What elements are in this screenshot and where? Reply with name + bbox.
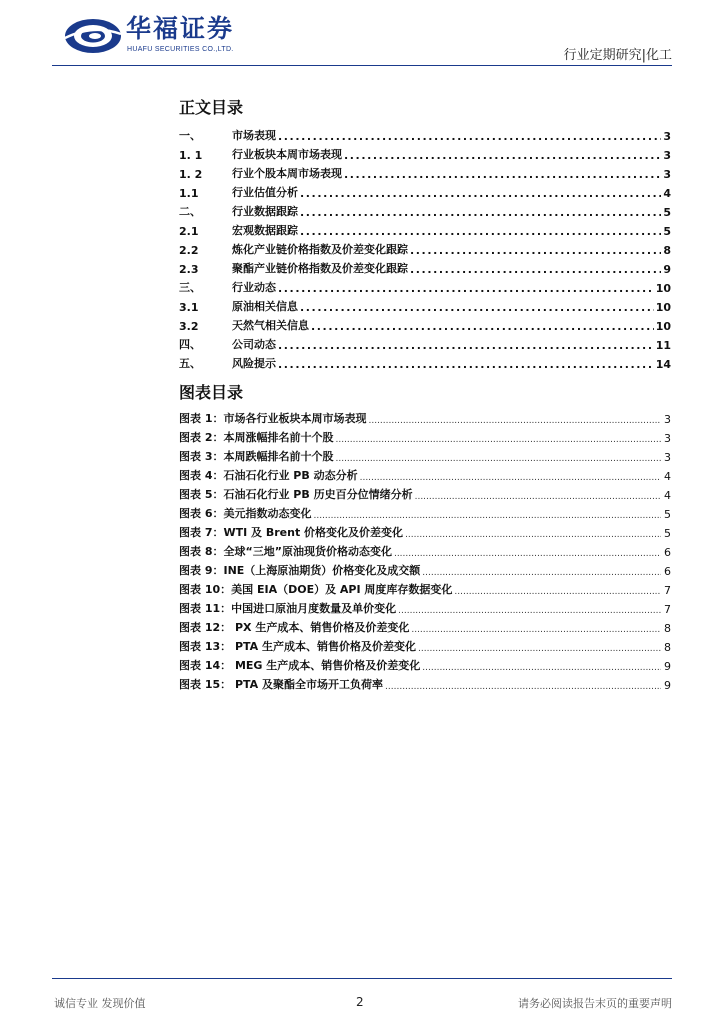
figure-list-item[interactable] — [179, 675, 671, 692]
footer-slogan: 诚信专业 发现价值 — [54, 997, 146, 1010]
figure-list-item[interactable] — [179, 523, 671, 540]
figure-list-item[interactable] — [179, 504, 671, 521]
toc-item[interactable] — [179, 278, 671, 295]
figure-item-title: 图表 15： PTA 及聚酯全市场开工负荷率 — [179, 678, 384, 691]
dot-leader — [278, 358, 654, 371]
figure-item-title: 图表 11：中国进口原油月度数量及单价变化 — [179, 602, 397, 615]
page-number: 2 — [356, 995, 364, 1009]
toc-item-page: 8 — [663, 244, 671, 257]
figure-item-title: 图表 3：本周跌幅排名前十个股 — [179, 450, 334, 463]
dot-leader — [335, 454, 661, 464]
figure-item-title: 图表 2：本周涨幅排名前十个股 — [179, 431, 334, 444]
figure-item-page: 7 — [664, 584, 671, 597]
toc-item-number: 一、 — [179, 129, 201, 142]
toc-item[interactable] — [179, 259, 671, 276]
figure-item-title: 图表 13： PTA 生产成本、销售价格及价差变化 — [179, 640, 417, 653]
figure-item-page: 4 — [664, 470, 671, 483]
dot-leader — [411, 625, 661, 635]
figure-list-item[interactable] — [179, 599, 671, 616]
figure-item-title: 图表 6：美元指数动态变化 — [179, 507, 312, 520]
figure-list-item[interactable] — [179, 542, 671, 559]
toc-item-page: 11 — [655, 339, 671, 352]
figure-item-title: 图表 12： PX 生产成本、销售价格及价差变化 — [179, 621, 410, 634]
toc-item-title: 市场表现 — [232, 129, 276, 142]
figure-list-item[interactable] — [179, 656, 671, 673]
toc-item-number: 1. 2 — [179, 168, 203, 181]
dot-leader — [300, 187, 661, 200]
huafu-logo-icon — [63, 16, 123, 56]
dot-leader — [313, 511, 661, 521]
dot-leader — [368, 416, 661, 426]
dot-leader — [410, 244, 661, 257]
toc-item-page: 10 — [655, 282, 671, 295]
toc-item-title: 宏观数据跟踪 — [232, 224, 298, 237]
dot-leader — [385, 682, 661, 692]
toc-item-page: 3 — [663, 168, 671, 181]
figure-list-heading: 图表目录 — [179, 383, 244, 402]
toc-item[interactable] — [179, 183, 671, 200]
figure-item-title: 图表 1：市场各行业板块本周市场表现 — [179, 412, 367, 425]
toc-item-page: 5 — [663, 225, 671, 238]
figure-item-page: 5 — [664, 508, 671, 521]
figure-item-page: 3 — [664, 451, 671, 464]
figure-list-item[interactable] — [179, 466, 671, 483]
toc-item-title: 公司动态 — [232, 338, 276, 351]
dot-leader — [454, 587, 661, 597]
toc-item-number: 2.3 — [179, 263, 199, 276]
toc-item-number: 三、 — [179, 281, 201, 294]
figure-list-item[interactable] — [179, 428, 671, 445]
figure-item-page: 3 — [664, 413, 671, 426]
page-header — [0, 0, 724, 70]
dot-leader — [311, 320, 654, 333]
dot-leader — [394, 549, 661, 559]
toc-item-number: 1.1 — [179, 187, 199, 200]
figure-item-page: 9 — [664, 679, 671, 692]
toc-item[interactable] — [179, 335, 671, 352]
dot-leader — [344, 149, 661, 162]
toc-item-number: 二、 — [179, 205, 201, 218]
figure-item-page: 5 — [664, 527, 671, 540]
dot-leader — [278, 130, 661, 143]
figure-list-item[interactable] — [179, 485, 671, 502]
dot-leader — [422, 568, 661, 578]
figure-item-title: 图表 4：石油石化行业 PB 动态分析 — [179, 469, 358, 482]
toc-item[interactable] — [179, 145, 671, 162]
dot-leader — [278, 339, 654, 352]
toc-item-page: 10 — [655, 320, 671, 333]
figure-item-page: 8 — [664, 641, 671, 654]
toc-heading: 正文目录 — [179, 98, 244, 117]
figure-item-page: 7 — [664, 603, 671, 616]
toc-item-number: 2.2 — [179, 244, 199, 257]
toc-item-number: 1. 1 — [179, 149, 203, 162]
toc-item[interactable] — [179, 316, 671, 333]
figure-list-item[interactable] — [179, 618, 671, 635]
figure-list-item[interactable] — [179, 580, 671, 597]
toc-item-title: 聚酯产业链价格指数及价差变化跟踪 — [232, 262, 408, 275]
toc-item-title: 行业动态 — [232, 281, 276, 294]
figure-item-title: 图表 10：美国 EIA（DOE）及 API 周度库存数据变化 — [179, 583, 453, 596]
toc-item[interactable] — [179, 297, 671, 314]
toc-item-number: 3.2 — [179, 320, 199, 333]
figure-item-page: 3 — [664, 432, 671, 445]
report-type-label: 行业定期研究|化工 — [563, 48, 672, 63]
figure-list-item[interactable] — [179, 409, 671, 426]
dot-leader — [360, 473, 661, 483]
figure-item-page: 8 — [664, 622, 671, 635]
toc-item-page: 5 — [663, 206, 671, 219]
dot-leader — [278, 282, 654, 295]
toc-item-title: 行业板块本周市场表现 — [232, 148, 342, 161]
toc-item-page: 4 — [663, 187, 671, 200]
figure-item-page: 6 — [664, 565, 671, 578]
toc-item-title: 行业估值分析 — [232, 186, 298, 199]
figure-item-title: 图表 7：WTI 及 Brent 价格变化及价差变化 — [179, 526, 404, 539]
toc-item-page: 3 — [663, 130, 671, 143]
toc-item-title: 行业数据跟踪 — [232, 205, 298, 218]
toc-item-page: 9 — [663, 263, 671, 276]
dot-leader — [398, 606, 661, 616]
dot-leader — [418, 644, 661, 654]
dot-leader — [415, 492, 661, 502]
dot-leader — [300, 225, 661, 238]
toc-item-title: 风险提示 — [232, 357, 276, 370]
toc-item-number: 3.1 — [179, 301, 199, 314]
figure-item-title: 图表 8：全球“三地”原油现货价格动态变化 — [179, 545, 392, 558]
toc-item[interactable] — [179, 240, 671, 257]
logo-english-name: HUAFU SECURITIES CO.,LTD. — [127, 46, 234, 53]
figure-item-title: 图表 14： MEG 生产成本、销售价格及价差变化 — [179, 659, 421, 672]
dot-leader — [422, 663, 661, 673]
toc-item[interactable] — [179, 202, 671, 219]
toc-item-title: 炼化产业链价格指数及价差变化跟踪 — [232, 243, 408, 256]
figure-item-title: 图表 9：INE（上海原油期货）价格变化及成交额 — [179, 564, 421, 577]
toc-item[interactable] — [179, 126, 671, 143]
toc-item-number: 四、 — [179, 338, 201, 351]
toc-item-title: 天然气相关信息 — [232, 319, 309, 332]
dot-leader — [300, 301, 654, 314]
footer-divider — [52, 978, 672, 979]
toc-item-number: 五、 — [179, 357, 201, 370]
figure-item-page: 4 — [664, 489, 671, 502]
toc-item[interactable] — [179, 221, 671, 238]
header-divider — [52, 65, 672, 66]
figure-list-item[interactable] — [179, 561, 671, 578]
toc-item-page: 14 — [655, 358, 671, 371]
toc-item[interactable] — [179, 354, 671, 371]
figure-list-item[interactable] — [179, 637, 671, 654]
figure-list-item[interactable] — [179, 447, 671, 464]
logo-chinese-name: 华福证券 — [126, 14, 235, 43]
dot-leader — [344, 168, 661, 181]
toc-item-page: 3 — [663, 149, 671, 162]
toc-item-number: 2.1 — [179, 225, 199, 238]
figure-item-title: 图表 5：石油石化行业 PB 历史百分位情绪分析 — [179, 488, 413, 501]
toc-item[interactable] — [179, 164, 671, 181]
dot-leader — [405, 530, 661, 540]
dot-leader — [335, 435, 661, 445]
figure-item-page: 9 — [664, 660, 671, 673]
footer-disclaimer: 请务必阅读报告末页的重要声明 — [518, 997, 672, 1010]
dot-leader — [300, 206, 661, 219]
toc-item-page: 10 — [655, 301, 671, 314]
dot-leader — [410, 263, 661, 276]
toc-item-title: 原油相关信息 — [232, 300, 298, 313]
toc-item-title: 行业个股本周市场表现 — [232, 167, 342, 180]
figure-item-page: 6 — [664, 546, 671, 559]
